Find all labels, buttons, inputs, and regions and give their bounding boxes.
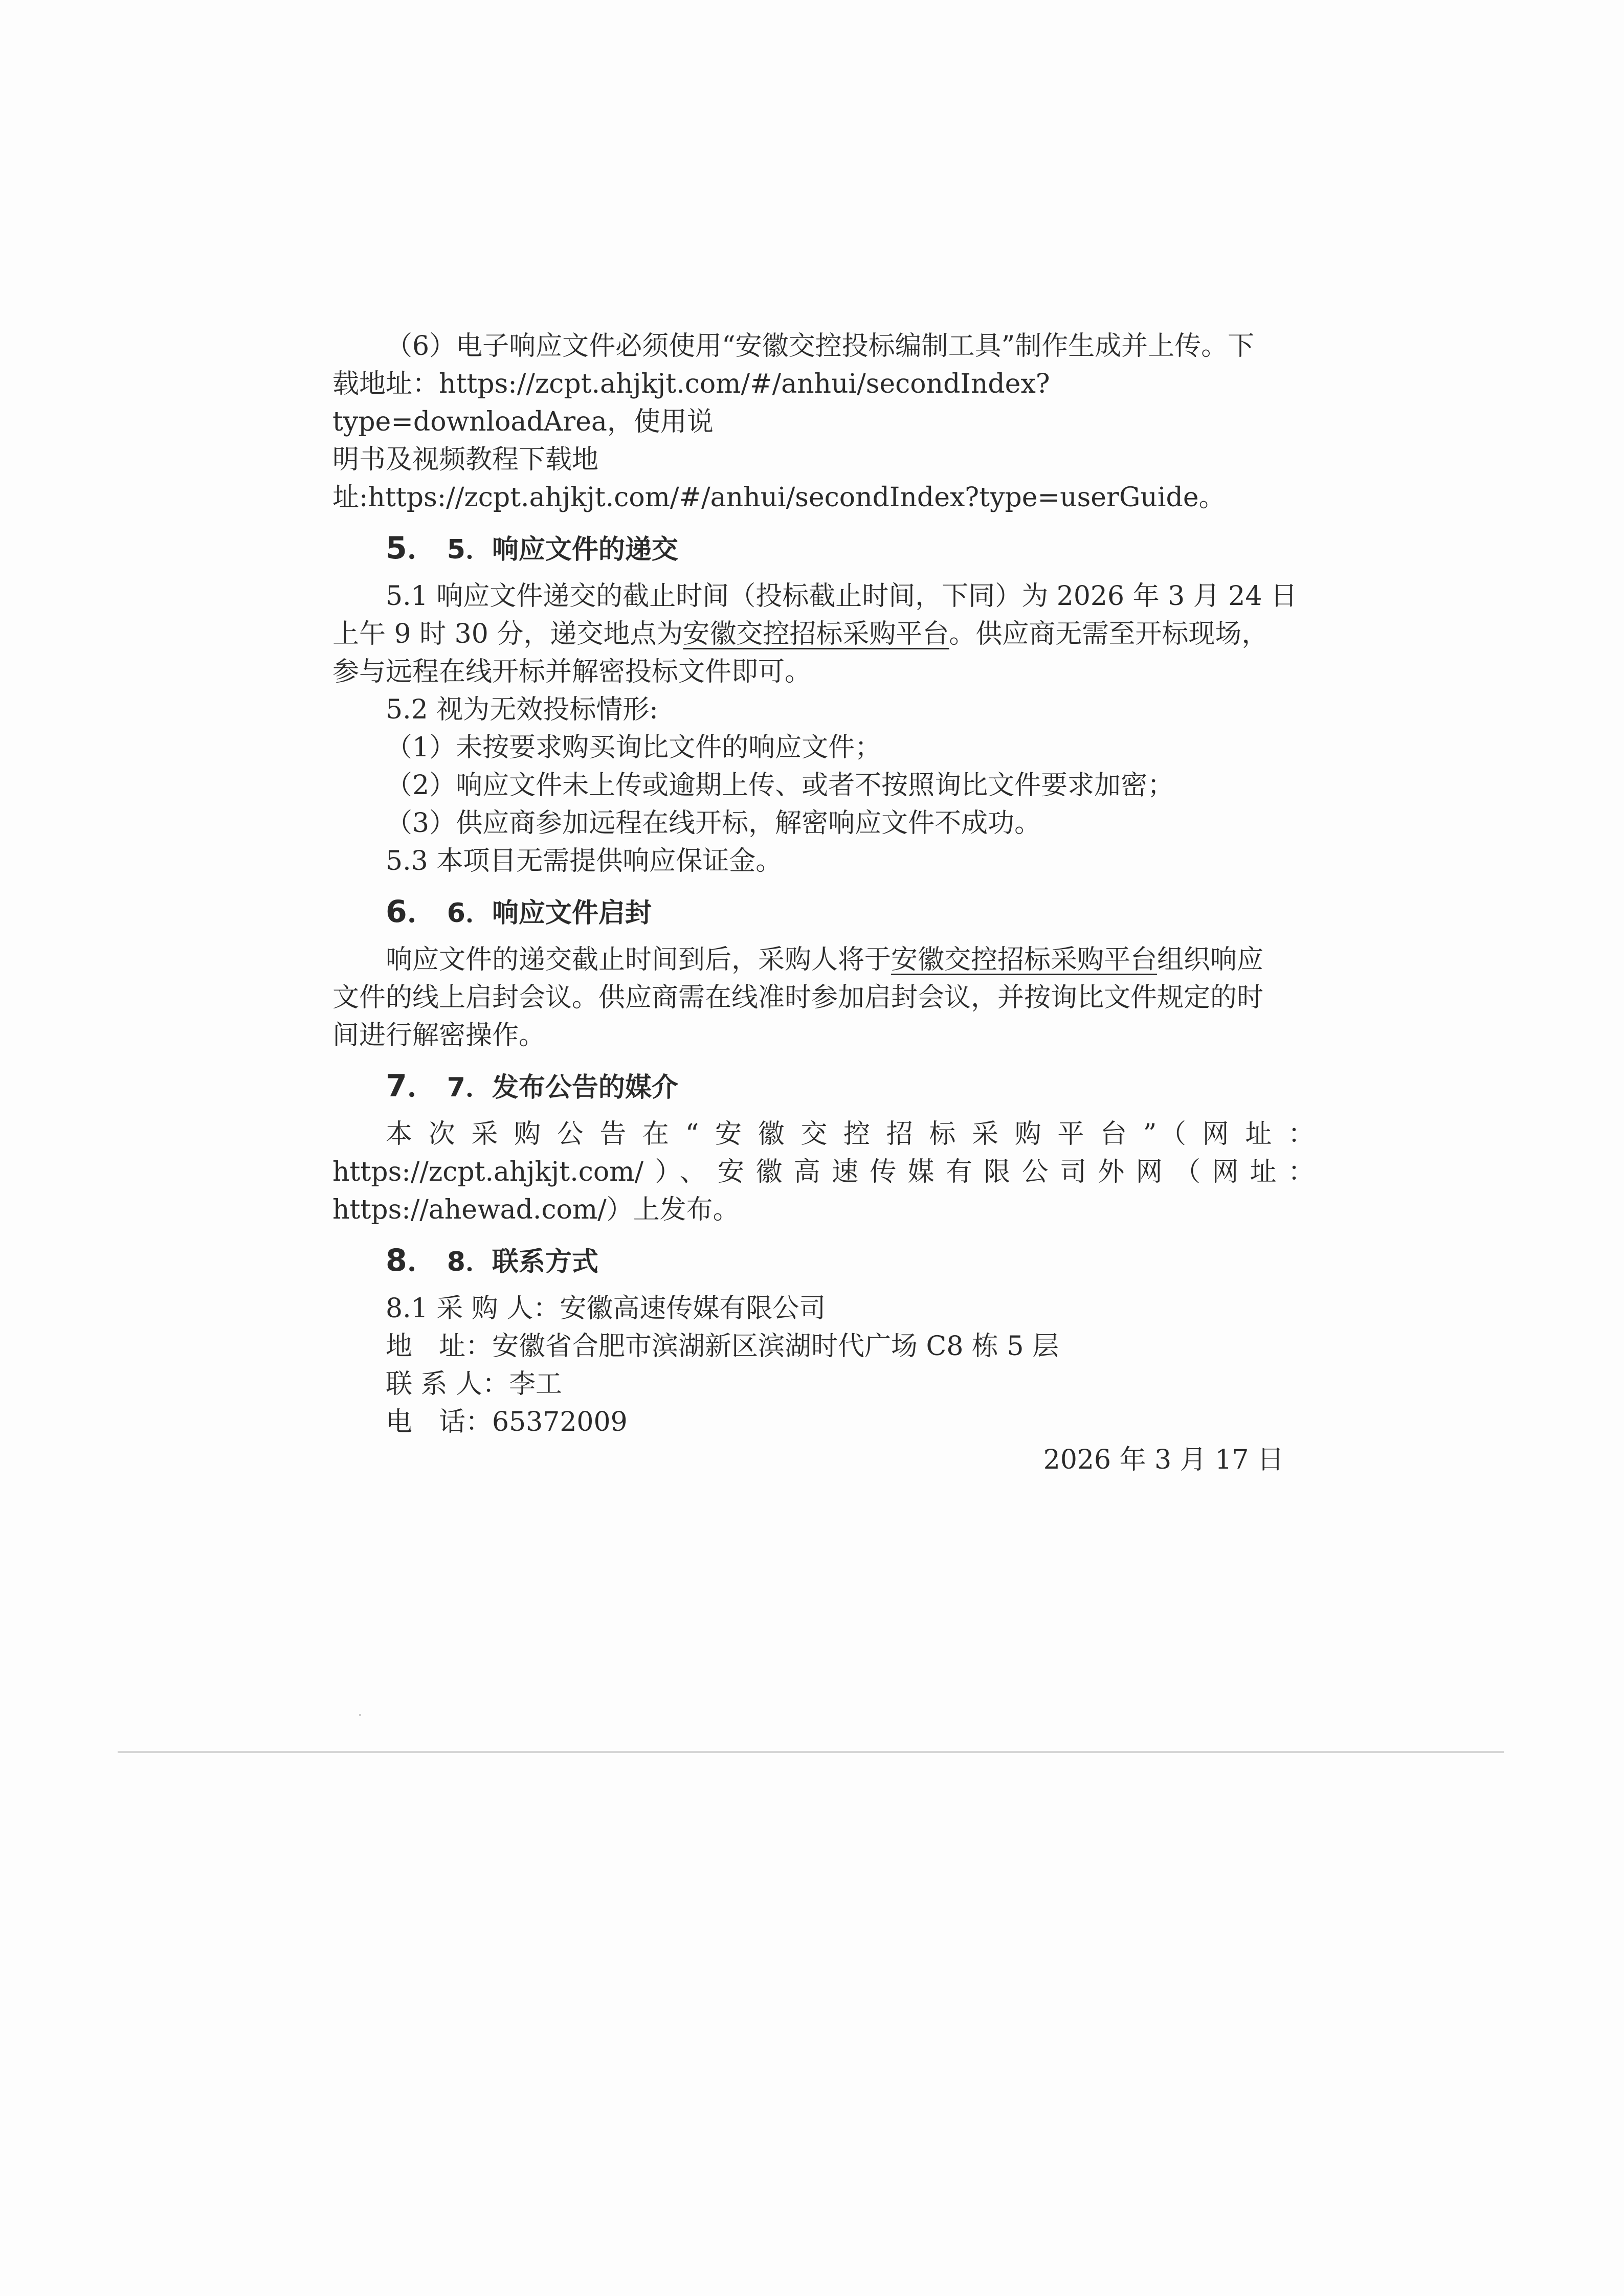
section-6-text-pre: 响应文件的递交截止时间到后，采购人将于 [386,944,892,975]
document-body [332,327,1315,1479]
section-6-text-post: 组织响应 [1157,944,1264,975]
section-7-body [332,1115,1315,1229]
page-divider [118,1751,1504,1753]
clause-5-1-text-post: 。供应商无需至开标现场， [949,619,1269,649]
section-7-title: 7．发布公告的媒介 [447,1072,678,1103]
platform-link-2[interactable]: 安徽交控招标采购平台 [891,944,1158,975]
section-7-heading [386,1066,1315,1108]
section-5-body [332,577,1315,880]
clause-5-1-line-3: 参与远程在线开标并解密投标文件即可。 [332,657,812,687]
section-7-line-3: https://ahewad.com/）上发布。 [332,1195,740,1225]
section-6-line-2: 文件的线上启封会议。供应商需在线准时参加启封会议，并按询比文件规定的时 [332,982,1264,1013]
section-8-heading [386,1240,1315,1282]
section-6-number: 6． [386,894,438,930]
item-6-line-4: 址:https://zcpt.ahjkjt.com/#/anhui/secondIndex?type=userGuide。 [332,482,1226,513]
section-5-number: 5． [386,530,438,566]
section-6-title: 6．响应文件启封 [447,898,652,929]
clause-5-3: 5.3 本项目无需提供响应保证金。 [386,846,783,876]
section-7-line-2: https://zcpt.ahjkjt.com/）、安徽高速传媒有限公司外网（网址： [332,1157,1315,1187]
document-date: 2026 年 3 月 17 日 [1043,1445,1284,1475]
item-6-block [332,327,1315,516]
clause-5-1-line-1: 5.1 响应文件递交的截止时间（投标截止时间，下同）为 2026 年 3 月 24 日 [386,581,1297,612]
clause-5-1-line-2 [332,615,1315,653]
item-6-line-2: 载地址：https://zcpt.ahjkjt.com/#/anhui/secondIndex?type=downloadArea，使用说 [332,369,1050,437]
clause-5-2-item-2: （2）响应文件未上传或逾期上传、或者不按照询比文件要求加密； [386,770,1174,801]
contact-address: 地 址：安徽省合肥市滨湖新区滨湖时代广场 C8 栋 5 层 [386,1331,1059,1362]
section-8-number: 8． [386,1243,438,1278]
section-6-line-3: 间进行解密操作。 [332,1020,546,1051]
section-5-title: 5．响应文件的递交 [447,534,678,565]
section-8-body [332,1290,1315,1441]
section-8-title: 8．联系方式 [447,1247,598,1277]
section-7-number: 7． [386,1068,438,1104]
item-6-line-1: （6）电子响应文件必须使用“安徽交控投标编制工具”制作生成并上传。下 [386,331,1255,362]
section-6-heading [386,891,1315,934]
item-6-line-3: 明书及视频教程下载地 [332,444,599,475]
clause-5-2-item-3: （3）供应商参加远程在线开标，解密响应文件不成功。 [386,808,1041,839]
section-7-line-1: 本次采购公告在“安徽交控招标采购平台”（网址： [386,1119,1315,1150]
clause-5-2-item-1: （1）未按要求购买询比文件的响应文件； [386,732,882,763]
section-5-heading [386,528,1315,570]
section-6-line-1 [332,941,1315,979]
contact-phone: 电 话：65372009 [386,1407,628,1437]
contact-person: 联 系 人：李工 [386,1369,563,1400]
scan-speck [359,1714,361,1716]
platform-link[interactable]: 安徽交控招标采购平台 [683,619,949,649]
clause-5-2: 5.2 视为无效投标情形: [386,694,658,725]
section-6-body [332,941,1315,1054]
clause-5-1-text-pre: 上午 9 时 30 分，递交地点为 [332,619,683,649]
contact-purchaser: 8.1 采 购 人：安徽高速传媒有限公司 [386,1293,826,1324]
